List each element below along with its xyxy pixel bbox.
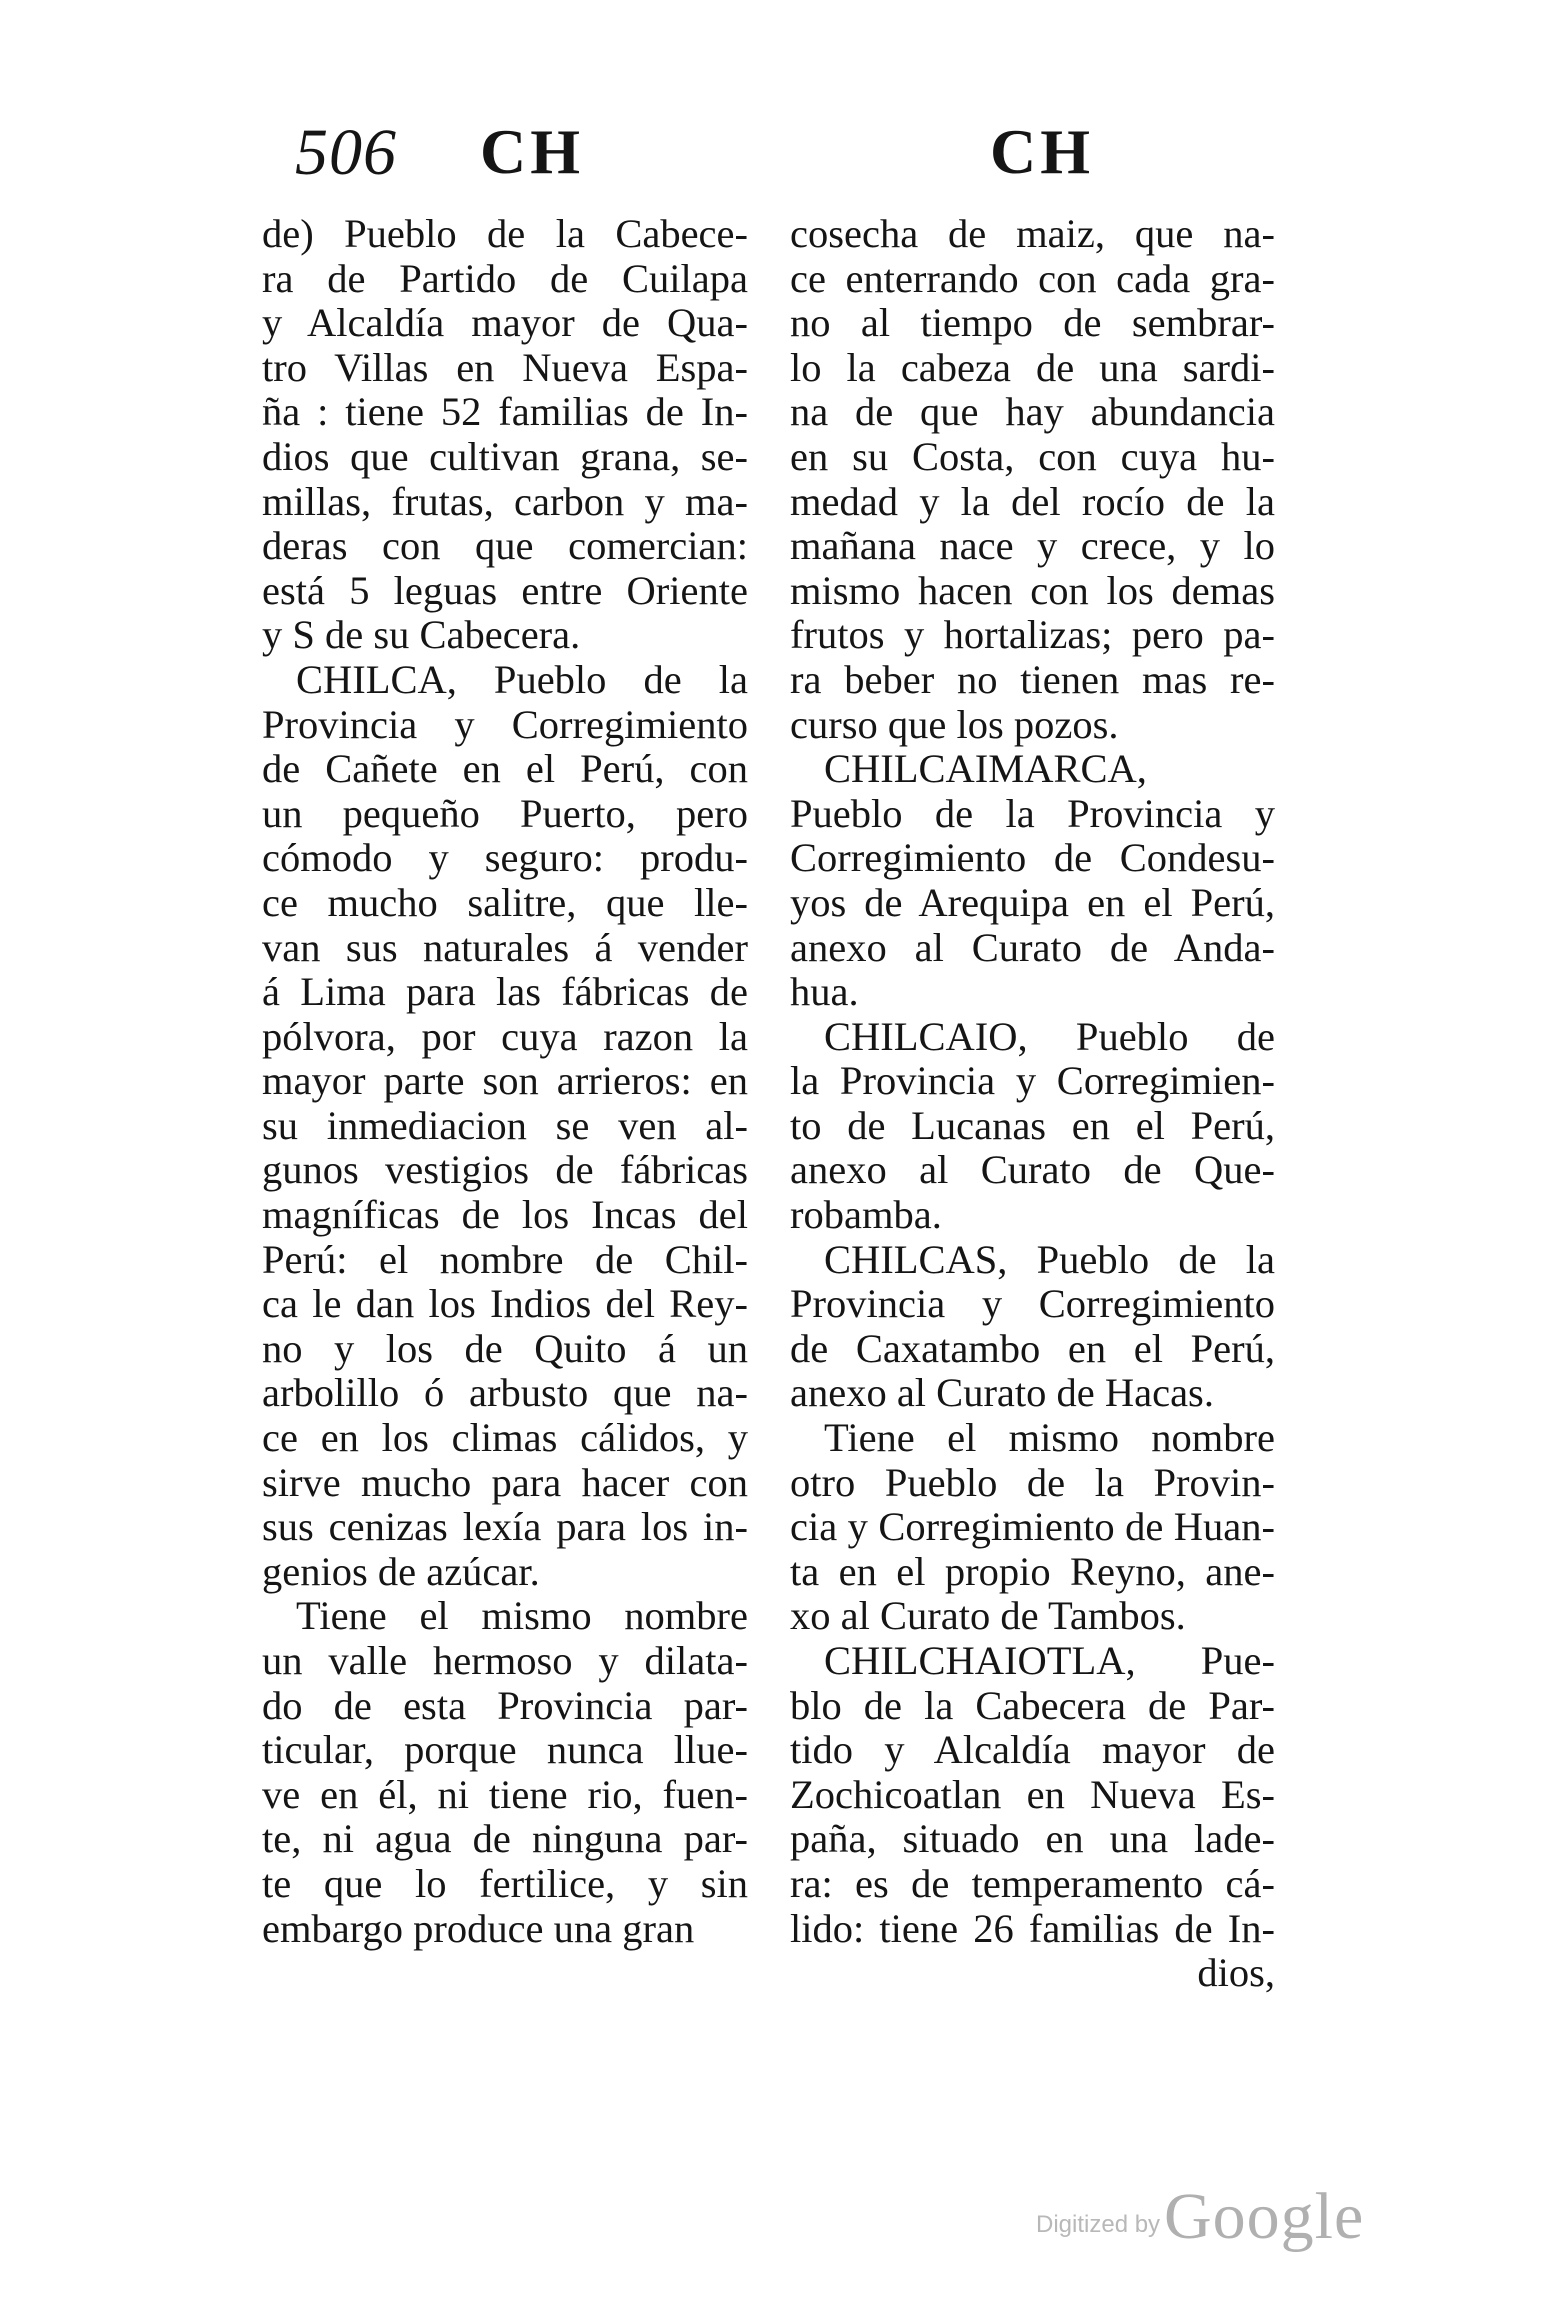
text-line: ticular, porque nunca llue-	[262, 1727, 748, 1773]
text-line: na de que hay abundancia	[790, 389, 1275, 435]
text-line: á Lima para las fábricas de	[262, 969, 748, 1015]
digitized-by-google-watermark	[1036, 2180, 1396, 2265]
text-line: CHILCAIMARCA,	[824, 746, 1147, 792]
running-head	[295, 115, 1295, 205]
text-line: Provincia y Corregimiento	[262, 701, 748, 747]
text-line: cia y Corregimiento de Huan-	[790, 1504, 1275, 1550]
text-line: de Cañete en el Perú, con	[262, 746, 748, 792]
text-line: no y los de Quito á un	[262, 1325, 748, 1371]
text-line: CHILCAS, Pueblo de la	[824, 1236, 1275, 1282]
text-line: ce enterrando con cada gra-	[790, 255, 1275, 301]
text-line: ra beber no tienen mas re-	[790, 656, 1275, 702]
text-line: está 5 leguas entre Oriente	[262, 567, 748, 613]
text-line: CHILCAIO, Pueblo de	[824, 1013, 1275, 1059]
text-line: ra de Partido de Cuilapa	[262, 255, 748, 301]
text-line: yos de Arequipa en el Perú,	[790, 879, 1275, 925]
text-line: tido y Alcaldía mayor de	[790, 1727, 1275, 1773]
text-line: dios que cultivan grana, se-	[262, 433, 748, 479]
text-line: sus cenizas lexía para los in-	[262, 1504, 748, 1550]
text-line: van sus naturales á vender	[262, 924, 748, 970]
text-line: mañana nace y crece, y lo	[790, 523, 1275, 569]
text-line: gunos vestigios de fábricas	[262, 1147, 748, 1193]
text-line: la Provincia y Corregimien-	[790, 1058, 1275, 1104]
text-line: lido: tiene 26 familias de In-	[790, 1905, 1275, 1951]
text-line: Perú: el nombre de Chil-	[262, 1236, 748, 1282]
page-number: 506	[295, 116, 397, 189]
text-line: su inmediacion se ven al-	[262, 1102, 748, 1148]
text-line: anexo al Curato de Que-	[790, 1147, 1275, 1193]
text-line: millas, frutas, carbon y ma-	[262, 478, 748, 524]
text-line: cosecha de maiz, que na-	[790, 211, 1275, 256]
text-line: blo de la Cabecera de Par-	[790, 1682, 1275, 1728]
text-line: Pueblo de la Provincia y	[790, 790, 1275, 836]
text-line: Tiene el mismo nombre	[824, 1415, 1275, 1461]
text-line: genios de azúcar.	[262, 1548, 540, 1594]
text-line: robamba.	[790, 1192, 942, 1238]
text-line: arbolillo ó arbusto que na-	[262, 1370, 748, 1416]
text-line: xo al Curato de Tambos.	[790, 1593, 1186, 1639]
text-line: ca le dan los Indios del Rey-	[262, 1281, 748, 1327]
digitized-by-label: Digitized by	[1036, 2211, 1161, 2238]
text-line: de) Pueblo de la Cabece-	[262, 211, 748, 256]
text-line: mismo hacen con los demas	[790, 567, 1275, 613]
text-line: otro Pueblo de la Provin-	[790, 1459, 1275, 1505]
text-line: medad y la del rocío de la	[790, 478, 1275, 524]
text-line: frutos y hortalizas; pero pa-	[790, 612, 1275, 658]
text-line: ve en él, ni tiene rio, fuen-	[262, 1771, 748, 1817]
text-line: lo la cabeza de una sardi-	[790, 344, 1275, 390]
text-line: y Alcaldía mayor de Qua-	[262, 300, 748, 346]
text-line: CHILCA, Pueblo de la	[296, 656, 748, 702]
text-line: un pequeño Puerto, pero	[262, 790, 748, 836]
running-head-right: CH	[990, 116, 1094, 187]
text-line: no al tiempo de sembrar-	[790, 300, 1275, 346]
text-line: anexo al Curato de Hacas.	[790, 1370, 1214, 1416]
text-line: deras con que comercian:	[262, 523, 748, 569]
text-line: Corregimiento de Condesu-	[790, 835, 1275, 881]
text-line: te, ni agua de ninguna par-	[262, 1816, 748, 1862]
text-line: curso que los pozos.	[790, 701, 1119, 747]
text-line: dios,	[1197, 1950, 1275, 1996]
text-line: embargo produce una gran	[262, 1905, 695, 1951]
text-line: CHILCHAIOTLA, Pue-	[824, 1638, 1275, 1683]
text-line: ce en los climas cálidos, y	[262, 1415, 748, 1461]
text-line: Zochicoatlan en Nueva Es-	[790, 1771, 1275, 1817]
text-line: pólvora, por cuya razon la	[262, 1013, 748, 1059]
text-line: de Caxatambo en el Perú,	[790, 1325, 1275, 1371]
text-line: mayor parte son arrieros: en	[262, 1058, 748, 1104]
text-line: y S de su Cabecera.	[262, 612, 581, 658]
text-line: cómodo y seguro: produ-	[262, 835, 748, 881]
text-line: anexo al Curato de Anda-	[790, 924, 1275, 970]
text-line: Provincia y Corregimiento	[790, 1281, 1275, 1327]
text-line: paña, situado en una lade-	[790, 1816, 1275, 1862]
text-line: ña : tiene 52 familias de In-	[262, 389, 748, 435]
text-line: Tiene el mismo nombre	[296, 1593, 748, 1639]
text-line: te que lo fertilice, y sin	[262, 1860, 748, 1906]
text-line: hua.	[790, 969, 859, 1015]
text-line: ra: es de temperamento cá-	[790, 1860, 1275, 1906]
text-line: un valle hermoso y dilata-	[262, 1638, 748, 1683]
text-line: do de esta Provincia par-	[262, 1682, 748, 1728]
text-line: en su Costa, con cuya hu-	[790, 433, 1275, 479]
text-line: tro Villas en Nueva Espa-	[262, 344, 748, 390]
left-text-column	[262, 212, 748, 1951]
google-logo: Google	[1164, 2180, 1365, 2253]
text-line: sirve mucho para hacer con	[262, 1459, 748, 1505]
right-text-column	[790, 212, 1275, 1996]
running-head-left: CH	[480, 116, 584, 187]
text-line: to de Lucanas en el Perú,	[790, 1102, 1275, 1148]
text-line: magníficas de los Incas del	[262, 1192, 748, 1238]
text-line: ce mucho salitre, que lle-	[262, 879, 748, 925]
text-line: ta en el propio Reyno, ane-	[790, 1548, 1275, 1594]
